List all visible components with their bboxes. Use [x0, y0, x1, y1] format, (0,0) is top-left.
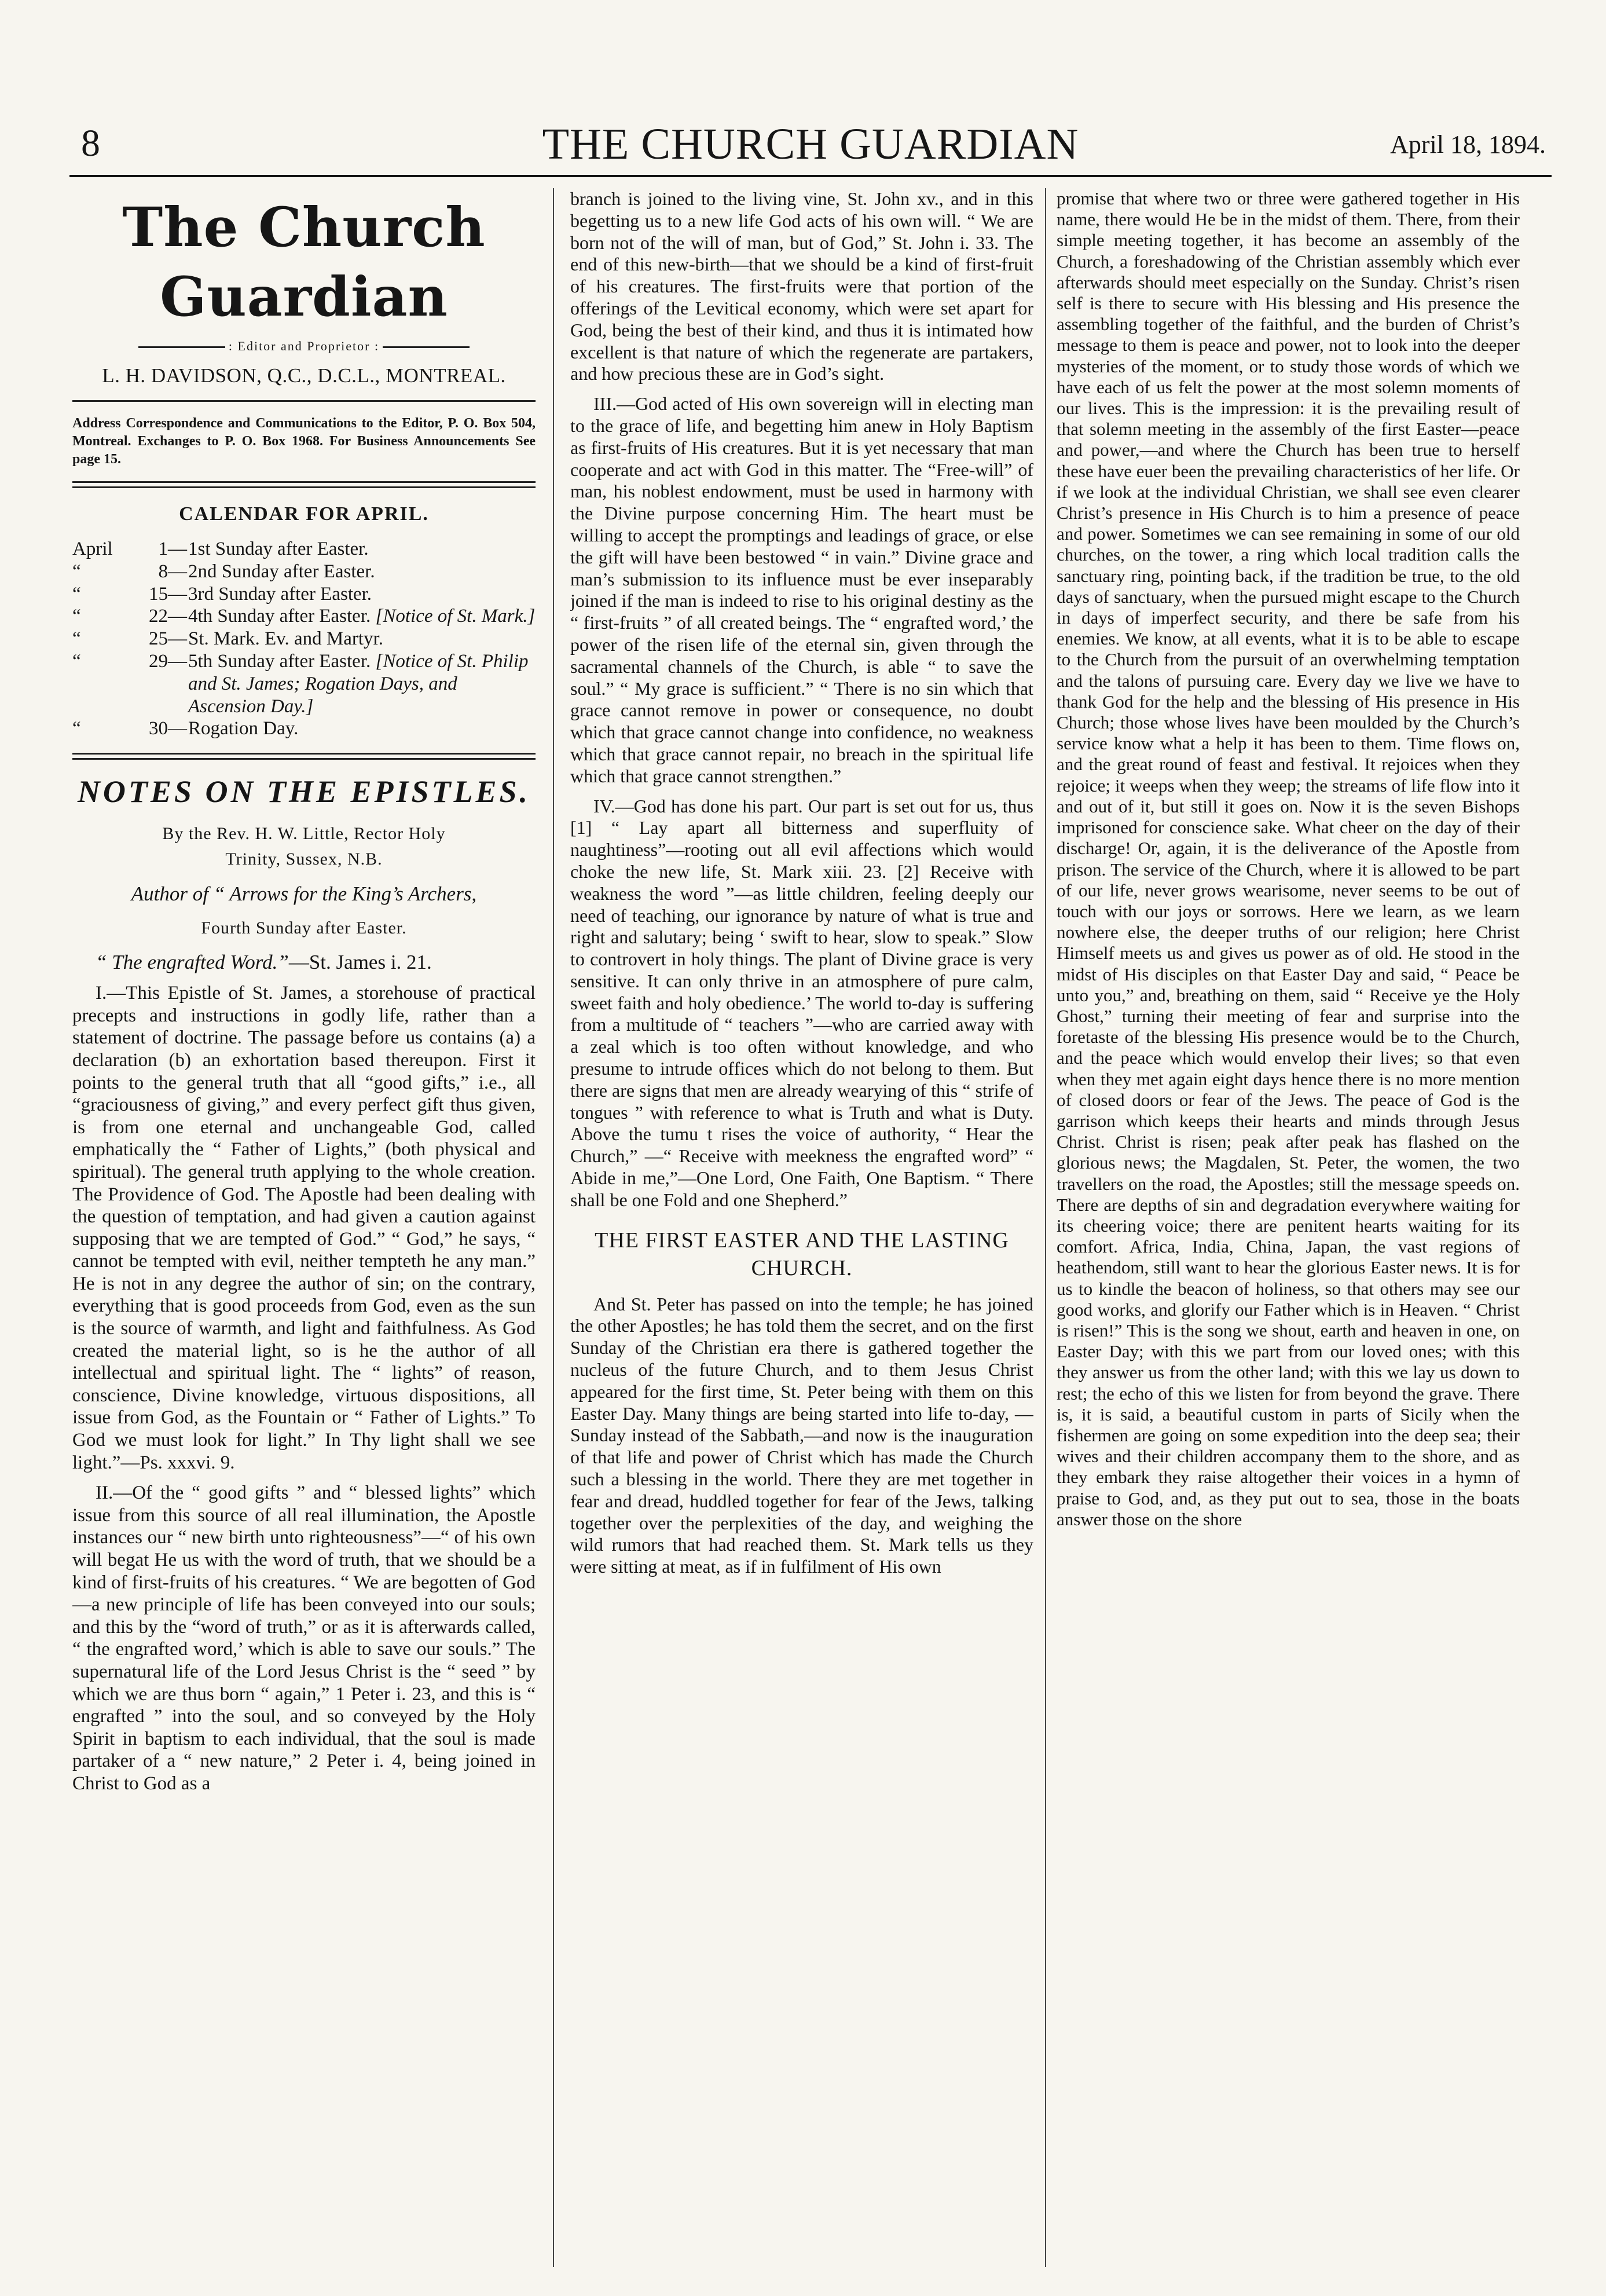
double-divider [72, 753, 536, 760]
ornament-rule [138, 346, 225, 348]
calendar-entry: “ 15— 3rd Sunday after Easter. [72, 583, 372, 605]
article-heading: THE FIRST EASTER AND THE LASTING CHURCH. [595, 1228, 1009, 1280]
divider [72, 400, 536, 402]
calendar-entry: “ 29— 5th Sunday after Easter. [Notice of St. Philip and St. James; Rogation Days, and Ascension Day.] [72, 650, 529, 717]
byline: By the Rev. H. W. Little, Rector Holy Trinity, Sussex, N.B. [162, 824, 446, 869]
calendar-entry: “ 8— 2nd Sunday after Easter. [72, 561, 375, 582]
double-divider [72, 481, 536, 488]
running-header [69, 122, 1552, 174]
column-1 [72, 188, 536, 2267]
page-number: 8 [81, 122, 100, 164]
article-paragraph: promise that where two or three were gathered together in His name, there would He be in the midst of them. There, from their simple meeting together, it has become an assembly of the Church, a foreshadowing of the Christian assembly which ever afterwards should meet especially on the Sunday. Christ’s risen self is there to secure with His blessing and His presence the assembling together of the faithful, and the burden of Christ’s message to them is peace and power, not to look into the deeper mysteries of the moment, or to study those words of which we have each of us felt the power at the most solemn moments of our lives. This is the impression: it is the prevailing result of that solemn meeting in the assembly of the first Easter—peace and power,—and where the Church has been true to herself these have euer been the prevailing characteristics of her life. Or if we look at the individual Christian, we shall see even clearer Christ’s presence in His Church is to him a presence of peace and power. Sometimes we can see remaining in some of our old churches, on the tower, a ring which local tradition calls the sanctuary ring, pointing back, if the tradition be true, to the old days of sanctuary, when the pursued might escape to the Church in days of imperfect security, and there be safe from his enemies. We know, at all events, what it is to be able to escape to the Church from the pursuit of an overwhelming temptation and the talons of pursuing care. Every day we live we have to thank God for the help and the blessing of His presence in His Church; those whose lives have been moulded by the Church’s service know what a help it has been to them. Time flows on, and the great round of feast and festival. It rejoices when they rejoice; it weeps when they weep; the streams of life flow into it and out of it, but still it goes on. Now it is the seven Bishops imprisoned for conscience sake. What cheer on the day of their discharge! Or, again, it is the deliverance of the Apostle from prison. The service of the Church, where it is allowed to be part of our life, never grows wearisome, never seems to be out of touch with our joys or sorrows. Here we learn, as we learn nowhere else, the deeper truths of our religion; here Christ Himself meets us and gives us power as of old. He stood in the midst of His disciples on that Easter Day and said, “ Peace be unto you,” and, breathing on them, said “ Receive ye the Holy Ghost,” turning their meeting of fear and surprise into the foretaste of the blessing His presence would be to the Church, and the peace which would envelop their lives; so that even when they met again eight days hence there is no more mention of closed doors or fear of the Jews. The peace of God is the garrison which keeps their hearts and minds through Jesus Christ. Christ is risen; peak after peak has flashed on the glorious news; the Magdalen, St. Peter, the women, the two travellers on the road, the Apostles; still the message speeds on. There are depths of sin and degradation everywhere waiting for its cheering voice; there are penitent hearts waiting for its comfort. Africa, India, China, Japan, the vast regions of heathendom, still want to hear the glorious Easter news. It is for us to kindle the beacon of holiness, so that others may see our good works, and glorify our Father which is in Heaven. “ Christ is risen!” This is the song we shout, earth and heaven in one, on Easter Day; with this we part from our loved ones; with this they answer us from the other land; with this we lay us down to rest; the echo of this we listen for from beyond the grave. There is, it is said, a beautiful custom in parts of Sicily when the fishermen are going on some expedition into the deep sea; their wives and their children accompany them to the shore, and as they embark they raise altogether their voices in a hymn of praise to God, and, as they put out to sea, those in the boats answer those on the shore [1057, 188, 1520, 1529]
epigraph: “ The engrafted Word.”—St. James i. 21. [96, 951, 432, 974]
column-rule [1045, 188, 1046, 2267]
notes-heading: NOTES ON THE EPISTLES. [77, 774, 531, 810]
proprietor: L. H. DAVIDSON, Q.C., D.C.L., MONTREAL. [102, 364, 506, 387]
article-paragraph: II.—Of the “ good gifts ” and “ blessed lights” which issue from this source of all real illumination, the Apostle instances our “ new birth unto righteousness”—“ of his own will begat He us with the word of truth, that we should be a kind of first-fruits of his creatures. “ We are begotten of God—a new principle of life has been conveyed into our souls; and this by the “word of truth,” or as it is afterwards called, “ the engrafted word,’ which is able to save our souls.” The supernatural life of the Lord Jesus Christ is the “ seed ” by which we are thus born “ again,” 1 Peter i. 23, and this is “ engrafted ” into the soul, and so conveyed by the Holy Spirit in baptism to each individual, that the soul is made partaker of a “ new nature,” 2 Peter i. 4, being joined in Christ to God as a [72, 1482, 536, 1794]
calendar-entry: “ 22— 4th Sunday after Easter. [Notice of St. Mark.] [72, 606, 536, 627]
editor-label: : Editor and Proprietor : [72, 339, 536, 354]
column-2 [570, 188, 1033, 2267]
column-3 [1057, 188, 1520, 2267]
calendar-entry: April 1— 1st Sunday after Easter. [72, 539, 369, 559]
calendar-heading: CALENDAR FOR APRIL. [179, 503, 429, 525]
article-paragraph: I.—This Epistle of St. James, a storehouse of practical precepts and instructions in godly life, rather than a statement of doctrine. The passage before us contains (a) a declaration (b) an exhortation based thereupon. First it points to the general truth that all “good gifts,” i.e., all “graciousness of giving,” and every perfect gift thus given, is from one eternal and unchangeable God, called emphatically the “ Father of Lights,” (both physical and spiritual). The general truth applying to the whole creation. The Providence of God. The Apostle had been dealing with the question of temptation, and had given a caution against supposing that we are tempted of God.” “ God,” he says, “ cannot be tempted with evil, neither tempteth he any man.” He is not in any degree the author of sin; on the contrary, everything that is good proceeds from God, even as the sun is the source of warmth, and light and faithfulness. As God created the material light, so is he the author of all intellectual and spiritual light. The “ lights” of reason, conscience, Divine knowledge, virtuous dispositions, all issue from God, as the Fountain or “ Father of Lights.” To God we must look for light.” In Thy light shall we see light.”—Ps. xxxvi. 9. [72, 983, 536, 1473]
header-rule [69, 175, 1552, 177]
column-rule [553, 188, 554, 2267]
address-notice: Address Correspondence and Communications to the Editor, P. O. Box 504, Montreal. Exchanges to P. O. Box 1968. For Business Announcements See page 15. [72, 416, 536, 467]
calendar-entry: “ 25— St. Mark. Ev. and Martyr. [72, 628, 383, 650]
author-note: Author of “ Arrows for the King’s Archers, [131, 882, 477, 906]
paper-name: THE CHURCH GUARDIAN [542, 120, 1079, 169]
article-paragraph: III.—God acted of His own sovereign will in electing man to the grace of life, and begetting him anew in Holy Baptism as first-fruits of His creatures. But it is yet necessary that man cooperate and act with God in this matter. The “Free-will” of man, his noblest endowment, must be used in harmony with the Divine purpose concerning Him. The heart must be willing to accept the promptings and leadings of grace, or else the gift will have been bestowed “ in vain.” Divine grace and man’s submission to its influence must be ever inseparably joined if the man is indeed to rise to his original destiny as the “ first-fruits ” of all created beings. The “ engrafted word,’ the power of the risen life of the eternal sin, given through the sacramental channels of the Church, is able “ to save the soul.” “ My grace is sufficient.” “ There is no sin which that grace cannot remove in power or consequence, no doubt which that grace cannot change into confidence, no weakness which that grace cannot repair, no breach in the spiritual life which that grace cannot strengthen.” [570, 393, 1033, 786]
article-paragraph: IV.—God has done his part. Our part is set out for us, thus [1] “ Lay apart all bitterness and superfluity of naughtiness”—rooting out all evil affections which would choke the new life, St. Mark xiii. 23. [2] Receive with weakness the word ”—as little children, feeling deeply our need of teaching, our ignorance by nature of what is true and right and salutary; being ‘ swift to hear, slow to speak.” Slow to controvert in holy things. The plant of Divine grace is very sensitive. It can only thrive in an atmosphere of pure calm, sweet faith and holy obedience.’ The world to-day is suffering from a multitude of “ teachers ”—who are carried away with a zeal which is too often without knowledge, and who presume to intrude offices which do not belong to them. But there are signs that men are already wearying of this “ strife of tongues ” with reference to what is Truth and what is Duty. Above the tumu t rises the voice of authority, “ Hear the Church,” —“ Receive with meekness the engrafted word” “ Abide in me,”—One Lord, One Faith, One Baptism. “ There shall be one Fold and one Shepherd.” [570, 795, 1033, 1210]
ornament-rule [383, 346, 470, 348]
calendar-list [72, 538, 536, 740]
sunday-heading: Fourth Sunday after Easter. [201, 918, 407, 938]
masthead-title: The Church Guardian [122, 196, 486, 329]
issue-date: April 18, 1894. [1390, 130, 1546, 159]
article-paragraph: branch is joined to the living vine, St. John xv., and in this begetting us to a new life God acts of his own will. “ We are born not of the will of man, but of God,” St. John i. 33. The end of this new-birth—that we should be a kind of first-fruit of his creatures. The first-fruits were that portion of the offerings of the Levitical economy, which were set apart for God, being the best of their kind, and thus it is intimated how excellent is that nature of which the regenerate are partakers, and how precious these are in God’s sight. [570, 188, 1033, 385]
article-paragraph: And St. Peter has passed on into the temple; he has joined the other Apostles; he has told them the secret, and on the first Sunday of the Christian era there is gathered together the nucleus of the future Church, and to them Jesus Christ appeared for the first time, St. Peter being with them on this Easter Day. Many things are being started into life to-day, —Sunday instead of the Sabbath,—and now is the inauguration of that life and power of Christ which has made the Church such a blessing in the world. There they are met together in fear and dread, huddled together for fear of the Jews, talking together over the perplexities of the day, and weighing the wild rumors that had reached them. St. Mark tells us they were sitting at meat, as if in fulfilment of His own [570, 1293, 1033, 1577]
calendar-entry: “ 30— Rogation Day. [72, 718, 299, 739]
